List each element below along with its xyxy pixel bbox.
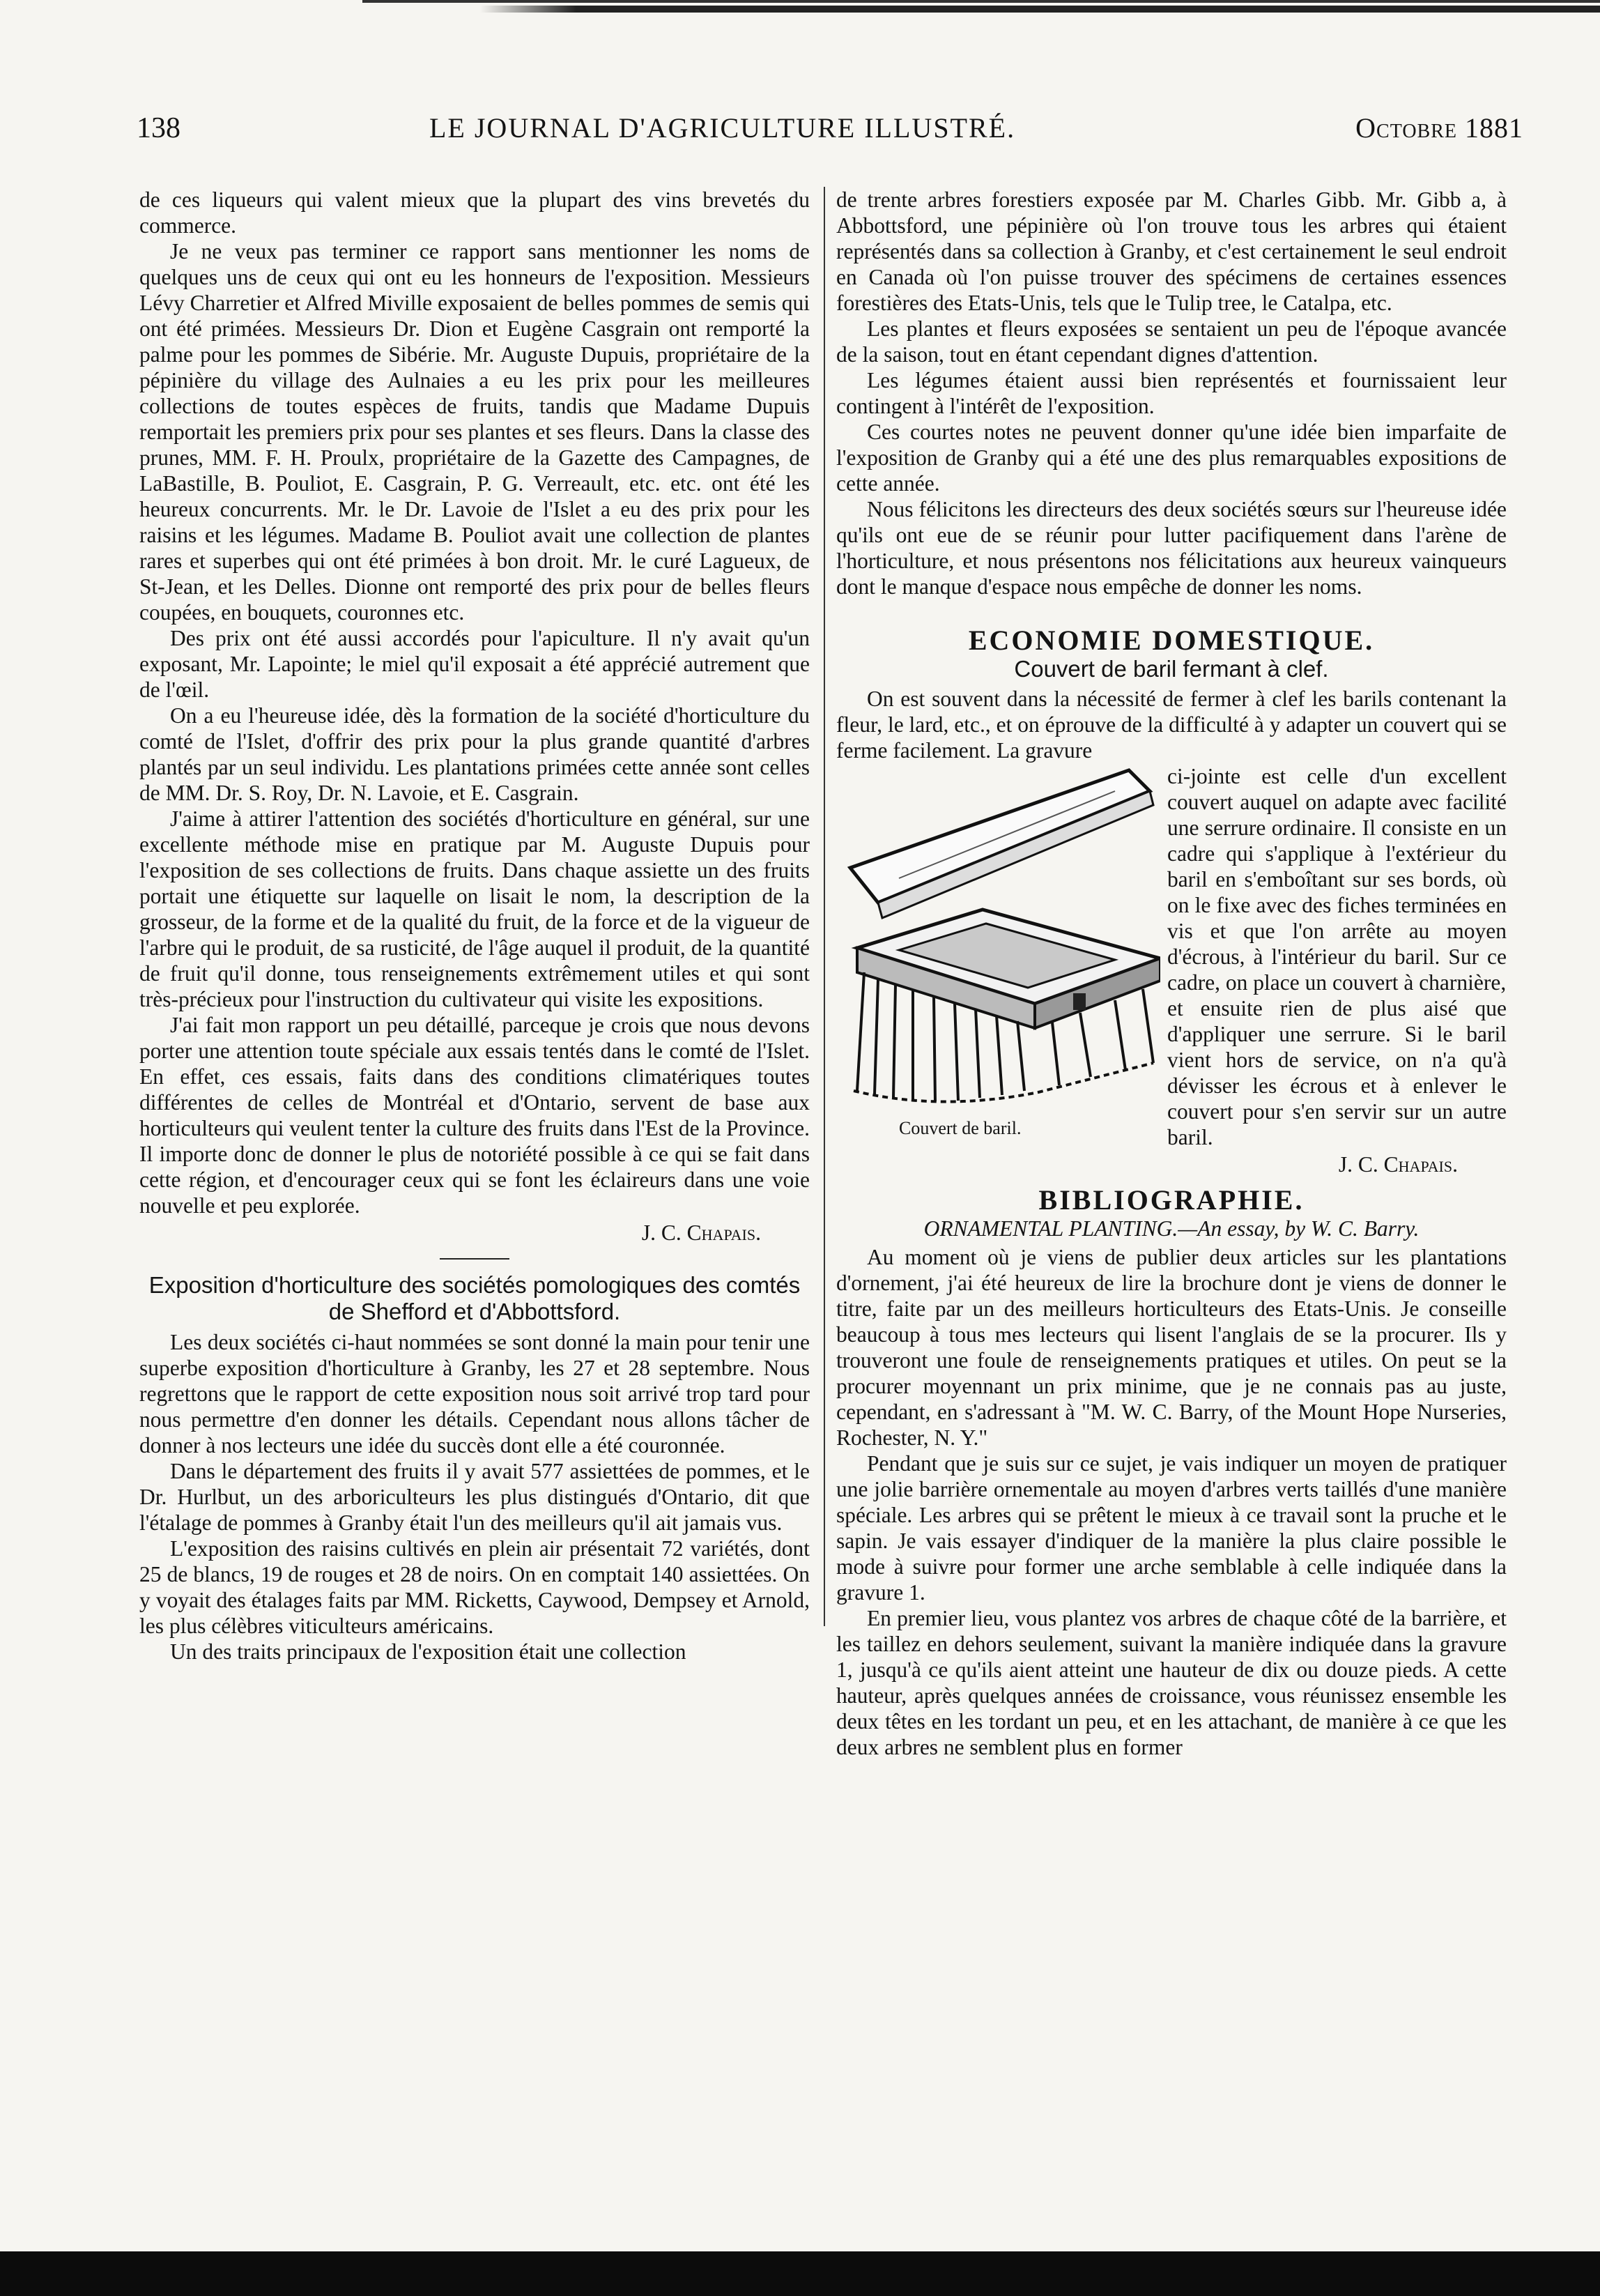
paragraph: et ensuite rien de plus aisé que d'appliquer une serrure. Si le baril vient hors de service, on n'a qu'à dévisser les écrous et à enlever le couvert pour s'en servir sur un autre baril. bbox=[1167, 996, 1507, 1149]
paragraph: En premier lieu, vous plantez vos arbres de chaque côté de la barrière, et les taillez en dehors seulement, suivant la manière indiquée dans la gravure 1, jusqu'à ce qu'ils aient atteint une hauteur de dix ou douze pieds. A cette hauteur, après quelques années de croissance, vous réunissez ensemble les deux têtes en les tordant un peu, et en les attachant, de manière à ce que les deux arbres ne semblent plus en former bbox=[836, 1606, 1507, 1759]
figure-caption: Couvert de baril. bbox=[899, 1118, 1022, 1138]
author-signature: J. C. Chapais. bbox=[1338, 1152, 1458, 1177]
paragraph: Nous félicitons les directeurs des deux sociétés sœurs sur l'heureuse idée qu'ils ont eue de se réunir pour lutter pacifiquement dans l'arène de l'horticulture, et nous présentons nos félicitations aux heureux vainqueurs dont le manque d'espace nous empêche de donner les noms. bbox=[836, 497, 1507, 599]
book-title: ORNAMENTAL PLANTING.—An essay, by W. C. Barry. bbox=[923, 1216, 1420, 1241]
page-header bbox=[137, 105, 1523, 153]
paragraph: Des prix ont été aussi accordés pour l'apiculture. Il n'y avait qu'un exposant, Mr. Lapointe; le miel qu'il exposait a été apprécié autrement que de l'œil. bbox=[139, 626, 810, 702]
paragraph: On a eu l'heureuse idée, dès la formation de la société d'horticulture du comté de l'Islet, d'offrir des prix pour la plus grande quantité d'arbres plantés par un seul individu. Les plantations primées cette année sont celles de MM. Dr. S. Roy, Dr. N. Lavoie, et E. Casgrain. bbox=[139, 703, 810, 805]
barrel-cover-illustration bbox=[836, 763, 1160, 1112]
issue-date: Octobre 1881 bbox=[1355, 112, 1523, 144]
paragraph: Les légumes étaient aussi bien représentés et fournissaient leur contingent à l'intérêt de l'exposition. bbox=[836, 368, 1507, 418]
author-signature: J. C. Chapais. bbox=[641, 1220, 761, 1245]
barrel-cover-figure bbox=[836, 763, 1160, 1143]
paragraph: Les plantes et fleurs exposées se sentaient un peu de l'époque avancée de la saison, tout en étant cependant dignes d'attention. bbox=[836, 316, 1507, 367]
page-number: 138 bbox=[137, 112, 180, 144]
paragraph: Pendant que je suis sur ce sujet, je vais indiquer un moyen de pratiquer une jolie barrière ornementale au moyen d'arbres verts taillés d'une manière spéciale. Les arbres qui se prêtent le mieux à ce travail sont la pruche et le sapin. Je vais essayer d'indiquer de la manière la plus claire possible le mode à suivre pour former une arche semblable à celle indiquée dans la gravure 1. bbox=[836, 1451, 1507, 1605]
paragraph: Au moment où je viens de publier deux articles sur les plantations d'ornement, j'ai été heureux de lire la brochure dont je viens de donner le titre, faite par un des meilleurs horticulteurs des Etats-Unis. Je conseille beaucoup à tous mes lecteurs qui lisent l'anglais de se la procurer. Ils y trouveront une foule de renseignements pratiques et utiles. On peut se la procurer moyennant un prix minime, que je ne connais pas au juste, cependant, en s'adressant à "M. W. C. Barry, of the Mount Hope Nurseries, Rochester, N. Y." bbox=[836, 1245, 1507, 1450]
paragraph: On est souvent dans la nécessité de fermer à clef les barils contenant la fleur, le lard, etc., et on éprouve de la difficulté à y adapter un couvert qui se ferme facilement. La gravure bbox=[836, 687, 1507, 763]
journal-title: LE JOURNAL D'AGRICULTURE ILLUSTRÉ. bbox=[429, 112, 1016, 144]
section-title-economie: ECONOMIE DOMESTIQUE. bbox=[968, 625, 1375, 656]
paragraph: Un des traits principaux de l'exposition était une collection bbox=[170, 1639, 686, 1664]
paragraph: de ces liqueurs qui valent mieux que la plupart des vins brevetés du commerce. bbox=[139, 187, 810, 238]
paragraph: J'aime à attirer l'attention des sociétés d'horticulture en général, sur une excellente méthode mise en pratique par M. Auguste Dupuis pour l'exposition de ses collections de fruits. Dans chaque assiette un des fruits portait une étiquette sur laquelle on lisait le nom, la description de la grosseur, de la forme et de la qualité du fruit, de la force et de la vigueur de l'arbre qui le produit, de sa rusticité, de l'âge auquel il produit, de la quantité de fruit qu'il donne, tous renseignements extrêmement utiles et qui sont très-précieux pour l'instruction du cultivateur qui visite les expositions. bbox=[139, 806, 810, 1011]
paragraph: Ces courtes notes ne peuvent donner qu'une idée bien imparfaite de l'exposition de Granby qui a été une des plus remarquables expositions de cette année. bbox=[836, 420, 1507, 496]
top-edge-rule bbox=[362, 0, 1600, 3]
paragraph: de trente arbres forestiers exposée par M. Charles Gibb. Mr. Gibb a, à Abbottsford, une pépinière où l'on trouve tous les arbres qui étaient représentés dans sa collection à Granby, et c'est certainement le seul endroit en Canada où l'on puisse trouver des spécimens de certaines essences forestières des Etats-Unis, tels que le Tulip tree, le Catalpa, etc. bbox=[836, 187, 1507, 315]
right-column bbox=[836, 187, 1507, 1760]
bottom-border-band bbox=[0, 2251, 1600, 2296]
top-border-band bbox=[0, 6, 1600, 13]
paragraph: ci-jointe est celle d'un excellent couvert auquel on adapte avec facilité une serrure ordinaire. Il consiste en un cadre qui s'applique à l'extérieur du baril en s'emboîtant sur ses bords, où on le fixe avec des fiches terminées en vis et que l'on arrête au moyen d'écrous, à l'intérieur du baril. Sur ce cadre, on place un couvert à charnière, bbox=[1167, 764, 1507, 995]
section-title-bibliographie: BIBLIOGRAPHIE. bbox=[1038, 1184, 1305, 1216]
paragraph: L'exposition des raisins cultivés en plein air présentait 72 variétés, dont 25 de blancs, 19 de rouges et 28 de noirs. On en comptait 140 assiettées. On y voyait des étalages faits par MM. Ricketts, Caywood, Dempsey et Arnold, les plus célèbres viticulteurs américains. bbox=[139, 1536, 810, 1638]
paragraph: J'ai fait mon rapport un peu détaillé, parceque je crois que nous devons porter une attention toute spéciale aux essais tentés dans le comté de l'Islet. En effet, ces essais, faits dans des conditions climatériques toutes différentes de celles de Montréal et d'Ontario, servent de base aux horticulteurs qui veulent tenter la culture des fruits dans l'Est de la Province. Il importe donc de donner le plus de notoriété possible à ce qui se fait dans cette région, et d'encourager ceux qui se font les éclaireurs dans une voie nouvelle et peu explorée. bbox=[139, 1013, 810, 1218]
section-separator bbox=[440, 1258, 509, 1260]
section-subtitle: Couvert de baril fermant à clef. bbox=[1014, 656, 1329, 682]
paragraph: Les deux sociétés ci-haut nommées se sont donné la main pour tenir une superbe exposition d'horticulture à Granby, les 27 et 28 septembre. Nous regrettons que le rapport de cette exposition nous soit arrivé trop tard pour nous permettre d'en donner les détails. Cependant nous allons tâcher de donner à nos lecteurs une idée du succès dont elle a été couronnée. bbox=[139, 1330, 810, 1457]
paragraph: Dans le département des fruits il y avait 577 assiettées de pommes, et le Dr. Hurlbut, un des arboriculteurs les plus distingués d'Ontario, dit que l'étalage de pommes à Granby était l'un des meilleurs qu'il ait jamais vus. bbox=[139, 1459, 810, 1535]
column-divider bbox=[824, 187, 825, 1626]
article-heading: Exposition d'horticulture des sociétés pomologiques des comtés de Shefford et d'Abbottsford. bbox=[148, 1272, 801, 1324]
paragraph: Je ne veux pas terminer ce rapport sans mentionner les noms de quelques uns de ceux qui ont eu les honneurs de l'exposition. Messieurs Lévy Charretier et Alfred Miville exposaient de belles pommes de semis qui ont été primées. Messieurs Dr. Dion et Eugène Casgrain ont remporté la palme pour les pommes de Sibérie. Mr. Auguste Dupuis, propriétaire de la pépinière du village des Aulnaies a eu les prix pour les meilleures collections de toutes espèces de fruits, tandis que Madame Dupuis remportait les premiers prix pour ses plantes et ses fleurs. Dans la classe des prunes, MM. F. H. Proulx, propriétaire de la Gazette des Campagnes, de LaBastille, B. Pouliot, E. Casgrain, P. G. Verreault, etc. etc. ont été les heureux concurrents. Mr. le Dr. Lavoie de l'Islet a eu des prix pour les raisins et les légumes. Madame B. Pouliot avait une collection de plantes rares et superbes qui ont été primées à bon droit. Mr. le curé Lagueux, de St-Jean, et les Delles. Dionne ont remporté des prix pour de belles fleurs coupées, en bouquets, couronnes etc. bbox=[139, 239, 810, 625]
left-column bbox=[139, 187, 810, 1664]
